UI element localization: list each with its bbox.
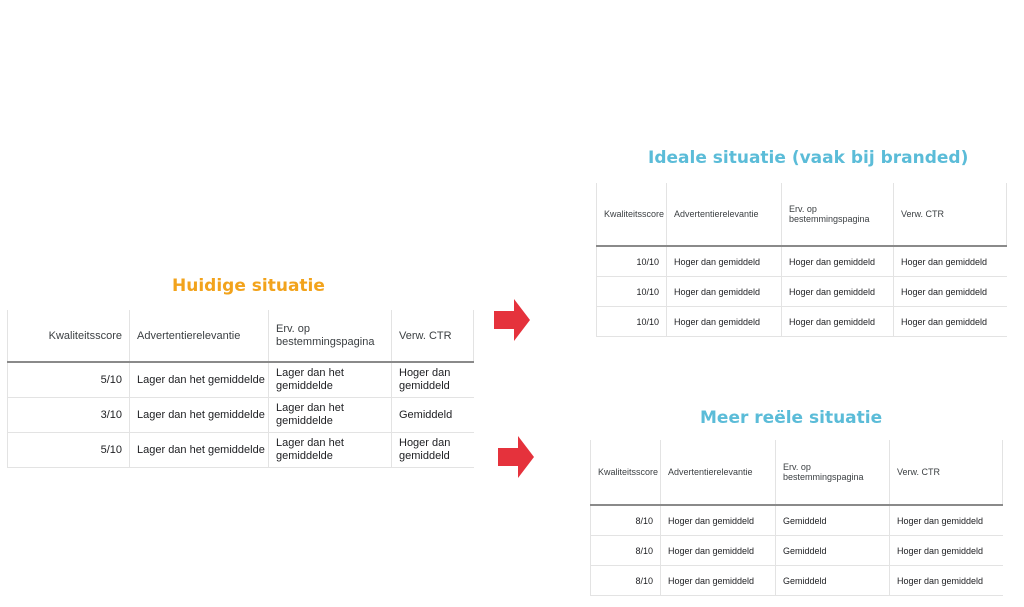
quality-score-cell: 8/10	[591, 505, 661, 536]
ad-relevance-cell: Lager dan het gemiddelde	[130, 433, 269, 468]
column-header-landing-page-experience: Erv. op bestemmingspagina	[776, 440, 890, 505]
table-row	[8, 398, 474, 433]
quality-score-cell: 8/10	[591, 566, 661, 596]
quality-score-cell: 5/10	[8, 362, 130, 398]
quality-score-cell: 10/10	[597, 277, 667, 307]
expected-ctr-cell: Hoger dan gemiddeld	[894, 307, 1007, 337]
landing-page-cell: Lager dan het gemiddelde	[269, 362, 392, 398]
table-header-row	[597, 183, 1007, 246]
quality-score-cell: 10/10	[597, 307, 667, 337]
ad-relevance-cell: Hoger dan gemiddeld	[667, 277, 782, 307]
expected-ctr-cell: Hoger dan gemiddeld	[890, 505, 1003, 536]
table-row	[591, 505, 1003, 536]
column-header-quality-score: Kwaliteitsscore	[597, 183, 667, 246]
column-header-quality-score: Kwaliteitsscore	[8, 310, 130, 362]
ad-relevance-cell: Hoger dan gemiddeld	[661, 566, 776, 596]
landing-page-cell: Lager dan het gemiddelde	[269, 398, 392, 433]
landing-page-cell: Gemiddeld	[776, 505, 890, 536]
table-row	[8, 362, 474, 398]
ad-relevance-cell: Lager dan het gemiddelde	[130, 362, 269, 398]
column-header-expected-ctr: Verw. CTR	[890, 440, 1003, 505]
table-row	[597, 277, 1007, 307]
expected-ctr-cell: Hoger dan gemiddeld	[890, 536, 1003, 566]
table-row	[591, 566, 1003, 596]
column-header-expected-ctr: Verw. CTR	[894, 183, 1007, 246]
landing-page-cell: Hoger dan gemiddeld	[782, 307, 894, 337]
realistic-situation-heading: Meer reële situatie	[700, 408, 883, 428]
landing-page-cell: Hoger dan gemiddeld	[782, 246, 894, 277]
expected-ctr-cell: Hoger dan gemiddeld	[890, 566, 1003, 596]
table-header-row	[8, 310, 474, 362]
ideal-situation-table	[596, 183, 1007, 337]
quality-score-cell: 8/10	[591, 536, 661, 566]
expected-ctr-cell: Hoger dan gemiddeld	[392, 433, 474, 468]
expected-ctr-cell: Hoger dan gemiddeld	[894, 277, 1007, 307]
table-row	[597, 246, 1007, 277]
ad-relevance-cell: Hoger dan gemiddeld	[661, 536, 776, 566]
column-header-landing-page-experience: Erv. op bestemmingspagina	[269, 310, 392, 362]
table-row	[8, 433, 474, 468]
ideal-situation-heading: Ideale situatie (vaak bij branded)	[648, 148, 969, 168]
landing-page-cell: Lager dan het gemiddelde	[269, 433, 392, 468]
landing-page-cell: Gemiddeld	[776, 536, 890, 566]
quality-score-cell: 5/10	[8, 433, 130, 468]
current-situation-table	[7, 310, 474, 468]
right-arrow-icon	[494, 299, 530, 341]
quality-score-cell: 10/10	[597, 246, 667, 277]
column-header-expected-ctr: Verw. CTR	[392, 310, 474, 362]
expected-ctr-cell: Gemiddeld	[392, 398, 474, 433]
column-header-ad-relevance: Advertentierelevantie	[130, 310, 269, 362]
right-arrow-icon	[498, 436, 534, 478]
table-row	[591, 536, 1003, 566]
column-header-ad-relevance: Advertentierelevantie	[661, 440, 776, 505]
ad-relevance-cell: Lager dan het gemiddelde	[130, 398, 269, 433]
expected-ctr-cell: Hoger dan gemiddeld	[894, 246, 1007, 277]
realistic-situation-table	[590, 440, 1003, 596]
ad-relevance-cell: Hoger dan gemiddeld	[667, 246, 782, 277]
current-situation-heading: Huidige situatie	[172, 276, 325, 296]
landing-page-cell: Gemiddeld	[776, 566, 890, 596]
expected-ctr-cell: Hoger dan gemiddeld	[392, 362, 474, 398]
column-header-quality-score: Kwaliteitsscore	[591, 440, 661, 505]
table-row	[597, 307, 1007, 337]
column-header-ad-relevance: Advertentierelevantie	[667, 183, 782, 246]
ad-relevance-cell: Hoger dan gemiddeld	[661, 505, 776, 536]
quality-score-cell: 3/10	[8, 398, 130, 433]
table-header-row	[591, 440, 1003, 505]
column-header-landing-page-experience: Erv. op bestemmingspagina	[782, 183, 894, 246]
landing-page-cell: Hoger dan gemiddeld	[782, 277, 894, 307]
ad-relevance-cell: Hoger dan gemiddeld	[667, 307, 782, 337]
